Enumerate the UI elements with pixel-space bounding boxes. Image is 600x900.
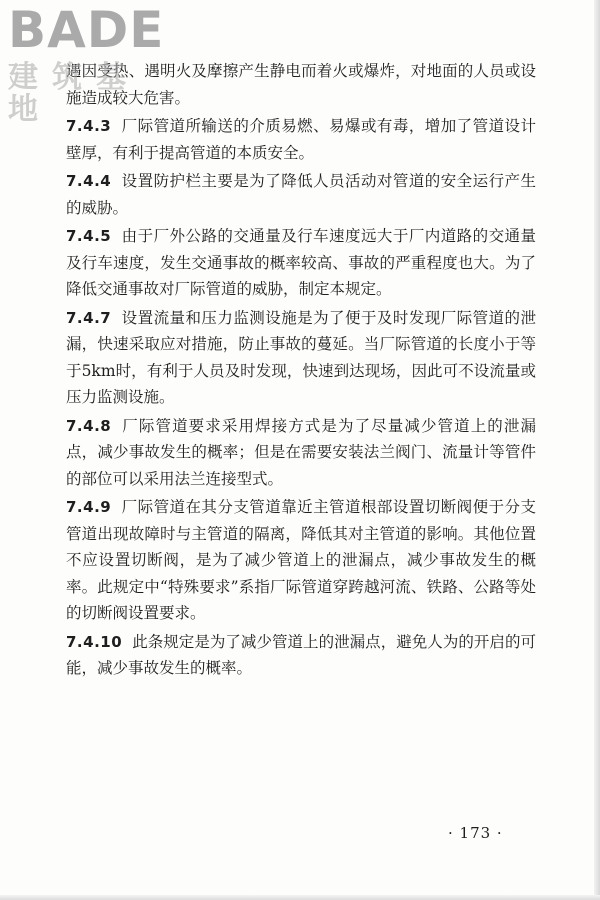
clause-text: 由于厂外公路的交通量及行车速度远大于厂内道路的交通量及行车速度，发生交通事故的概率较高、事故的严重程度也大。为了降低交通事故对厂际管道的威胁，制定本规定。 bbox=[66, 227, 536, 298]
clause-number: 7.4.7 bbox=[66, 308, 112, 327]
watermark-latin-text: BADE bbox=[8, 1, 165, 59]
page-edge-shadow-bottom bbox=[0, 895, 600, 900]
clause-number: 7.4.10 bbox=[66, 632, 123, 651]
clause-7-4-9 bbox=[66, 494, 536, 627]
clause-number: 7.4.3 bbox=[66, 117, 112, 135]
clause-7-4-3 bbox=[66, 113, 536, 166]
clause-text: 此条规定是为了减少管道上的泄漏点，避免人为的开启的可能，减少事故发生的概率。 bbox=[66, 632, 536, 677]
watermark-cjk-text: 建筑基地 bbox=[8, 60, 140, 127]
clause-7-4-10 bbox=[66, 629, 536, 682]
body-text bbox=[66, 58, 536, 684]
page-edge-shadow-right bbox=[594, 0, 600, 900]
clause-7-4-8 bbox=[66, 413, 536, 493]
page-number: · 173 · bbox=[448, 824, 503, 842]
clause-text: 设置防护栏主要是为了降低人员活动对管道的安全运行产生的威胁。 bbox=[66, 172, 536, 217]
clause-text: 厂际管道要求采用焊接方式是为了尽量减少管道上的泄漏点，减少事故发生的概率；但是在需要安装法兰阀门、流量计等管件的部位可以采用法兰连接型式。 bbox=[66, 416, 536, 488]
clause-text: 厂际管道所输送的介质易燃、易爆或有毒，增加了管道设计壁厚，有利于提高管道的本质安全。 bbox=[66, 117, 536, 162]
clause-number: 7.4.5 bbox=[66, 227, 112, 245]
clause-number: 7.4.4 bbox=[66, 172, 112, 190]
paragraph-continued bbox=[66, 58, 536, 111]
clause-text: 设置流量和压力监测设施是为了便于及时发现厂际管道的泄漏，快速采取应对措施，防止事故的蔓延。当厂际管道的长度小于等于5km时，有利于人员及时发现，快速到达现场，因此可不设流量或压力监测设施。 bbox=[66, 308, 536, 406]
clause-7-4-5 bbox=[66, 223, 536, 303]
paragraph-text: 遇因受热、遇明火及摩擦产生静电而着火或爆炸，对地面的人员或设施造成较大危害。 bbox=[66, 62, 536, 107]
clause-number: 7.4.9 bbox=[66, 498, 112, 516]
clause-7-4-7 bbox=[66, 305, 536, 411]
clause-7-4-4 bbox=[66, 168, 536, 221]
clause-text: 厂际管道在其分支管道靠近主管道根部设置切断阀便于分支管道出现故障时与主管道的隔离，降低其对主管道的影响。其他位置不应设置切断阀，是为了减少管道上的泄漏点，减少事故发生的概率。此规定中“特殊要求”系指厂际管道穿跨越河流、铁路、公路等处的切断阀设置要求。 bbox=[66, 498, 536, 622]
clause-number: 7.4.8 bbox=[66, 416, 112, 435]
